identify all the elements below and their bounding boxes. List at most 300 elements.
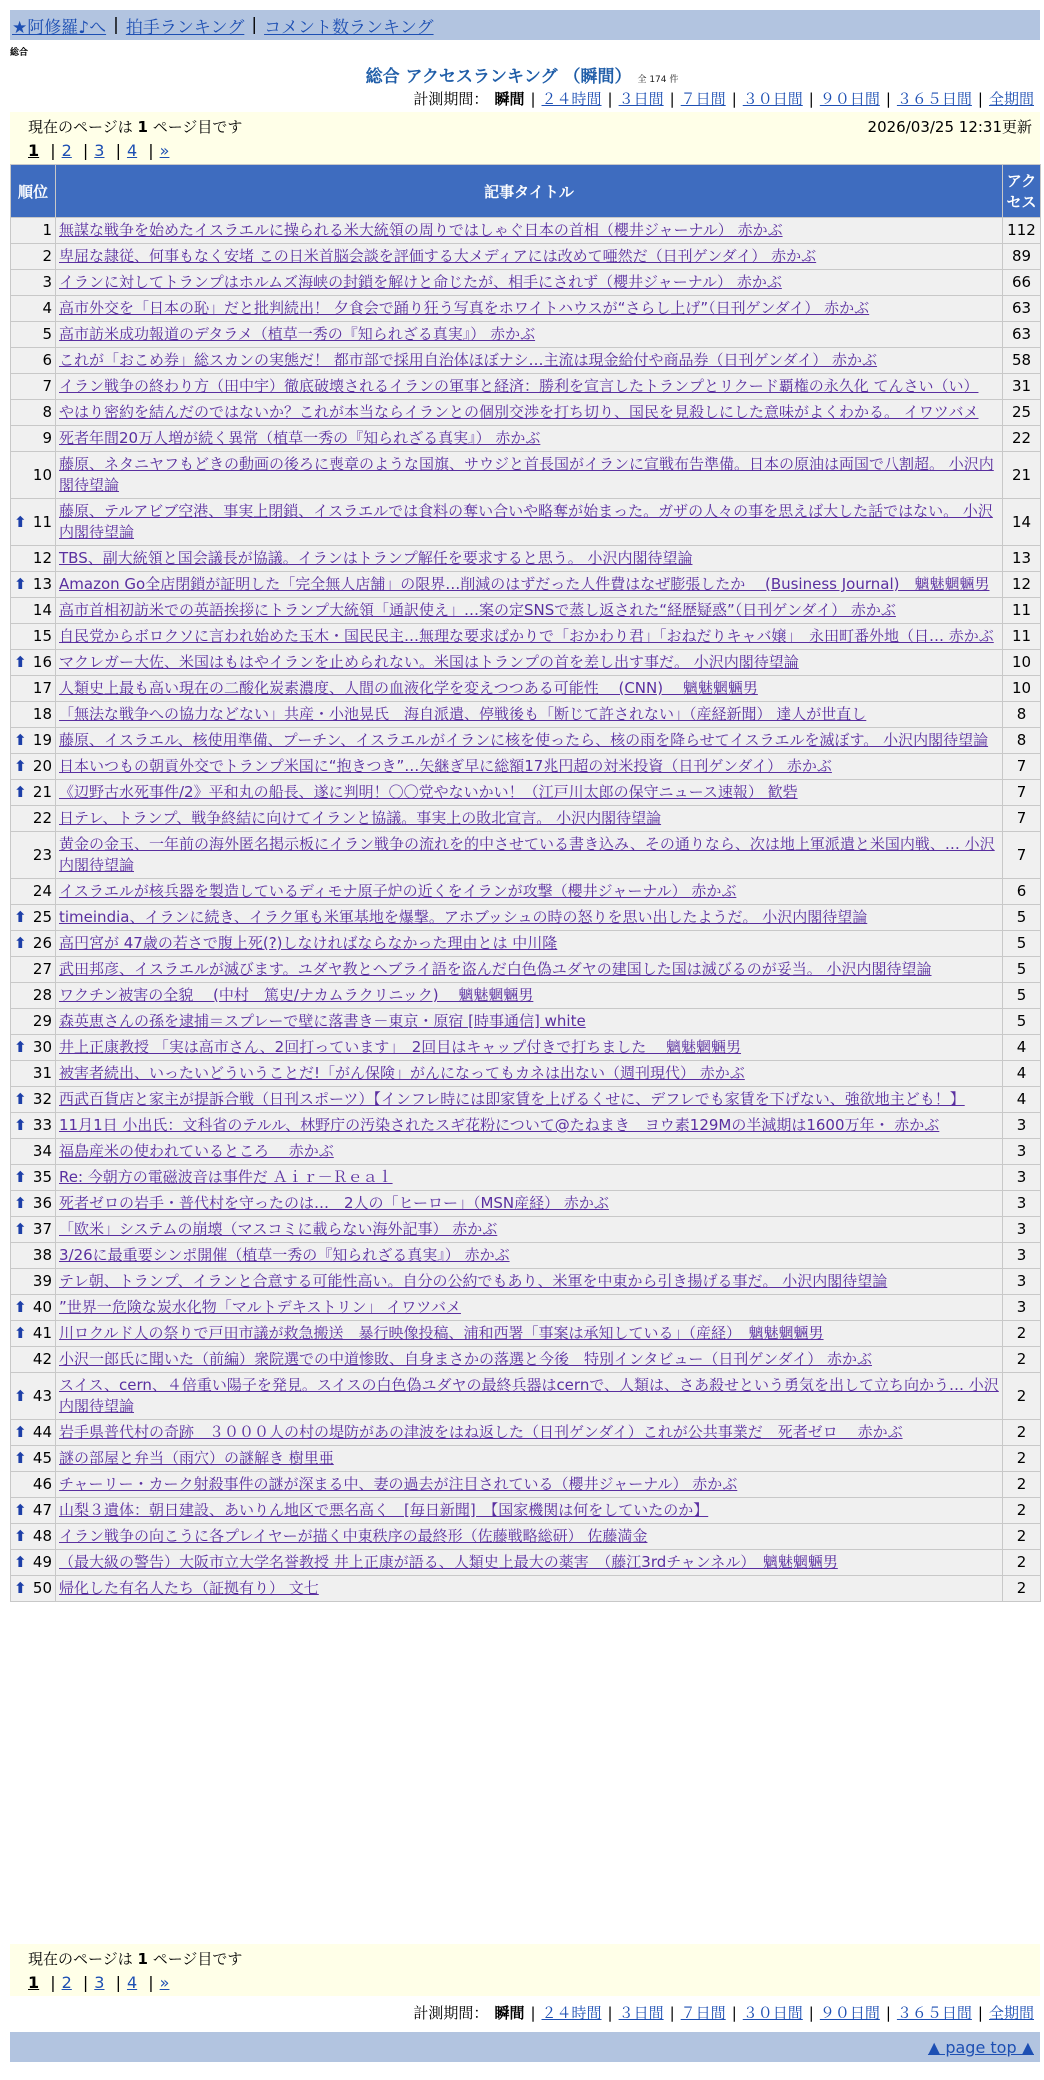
access-count: 11 bbox=[1003, 598, 1041, 624]
up-arrow-icon: ⬆ bbox=[14, 783, 27, 801]
table-row bbox=[11, 400, 1041, 426]
title-cell bbox=[56, 1243, 1003, 1269]
up-arrow-icon: ⬆ bbox=[14, 512, 27, 531]
rank-cell bbox=[11, 957, 56, 983]
table-row bbox=[11, 1165, 1041, 1191]
article-link[interactable]: スイス、cern、４倍重い陽子を発見。スイスの白色偽ユダヤの最終兵器はcernで、人類は、さあ殺せという勇気を出して立ち向かう… 小沢内閣待望論 bbox=[59, 1376, 999, 1415]
rank-cell bbox=[11, 1191, 56, 1217]
rank-cell bbox=[11, 983, 56, 1009]
article-link[interactable]: 川ロクルド人の祭りで戸田市議が救急搬送 暴行映像投稿、浦和西署「事案は承知している」（産経） 魑魅魍魎男 bbox=[59, 1324, 824, 1342]
article-link[interactable]: 卑屈な隷従、何事もなく安堵 この日米首脳会談を評価する大メディアには改めて唖然だ（日刊ゲンダイ） 赤かぶ bbox=[59, 247, 817, 265]
table-row bbox=[11, 624, 1041, 650]
access-count: 7 bbox=[1003, 754, 1041, 780]
title-cell bbox=[56, 296, 1003, 322]
rank-number: 35 bbox=[32, 1168, 52, 1186]
table-row bbox=[11, 598, 1041, 624]
rank-number: 23 bbox=[32, 845, 52, 864]
article-link[interactable]: これが「おこめ券」総スカンの実態だ！ 都市部で採用自治体ほぼナシ…主流は現金給付や商品券（日刊ゲンダイ） 赤かぶ bbox=[59, 351, 878, 369]
article-link[interactable]: テレ朝、トランプ、イランと合意する可能性高い。自分の公約でもあり、米軍を中東から引き揚げる事だ。 小沢内閣待望論 bbox=[59, 1272, 888, 1290]
period-365d-link[interactable]: ３６５日間 bbox=[896, 2004, 972, 2022]
access-count: 10 bbox=[1003, 676, 1041, 702]
rank-cell bbox=[11, 1420, 56, 1446]
rank-number: 24 bbox=[32, 882, 52, 900]
article-link[interactable]: TBS、副大統領と国会議長が協議。イランはトランプ解任を要求すると思う。 小沢内閣待望論 bbox=[59, 549, 693, 567]
access-count: 58 bbox=[1003, 348, 1041, 374]
rank-number: 34 bbox=[32, 1142, 52, 1160]
rank-number: 41 bbox=[32, 1324, 52, 1342]
total-count: 全 174 件 bbox=[637, 75, 679, 85]
rank-number: 37 bbox=[32, 1220, 52, 1238]
access-count: 8 bbox=[1003, 728, 1041, 754]
rank-cell bbox=[11, 546, 56, 572]
article-link[interactable]: 黄金の金玉、一年前の海外匿名掲示板にイラン戦争の流れを的中させている書き込み、その通りなら、次は地上軍派遣と米国内戦、… 小沢内閣待望論 bbox=[59, 835, 995, 874]
access-count: 14 bbox=[1003, 499, 1041, 546]
up-arrow-icon: ⬆ bbox=[14, 1501, 27, 1519]
period-90d-link[interactable]: ９０日間 bbox=[819, 2004, 880, 2022]
rank-number: 25 bbox=[32, 908, 52, 926]
table-row bbox=[11, 270, 1041, 296]
rank-cell bbox=[11, 702, 56, 728]
table-row bbox=[11, 348, 1041, 374]
pagination-top bbox=[10, 112, 1040, 164]
title-cell bbox=[56, 572, 1003, 598]
access-count: 89 bbox=[1003, 244, 1041, 270]
current-page-text: 現在のページは 1 ページ目です bbox=[28, 1950, 243, 1968]
rank-cell bbox=[11, 1550, 56, 1576]
rank-cell bbox=[11, 1009, 56, 1035]
title-cell bbox=[56, 1347, 1003, 1373]
article-link[interactable]: 高市外交を「日本の恥」だと批判続出！ 夕食会で踊り狂う写真をホワイトハウスが“さらし上げ”（日刊ゲンダイ） 赤かぶ bbox=[59, 299, 870, 317]
page-current: 1 bbox=[28, 1973, 40, 1992]
title-cell bbox=[56, 1420, 1003, 1446]
rank-cell bbox=[11, 1446, 56, 1472]
rank-cell bbox=[11, 879, 56, 905]
table-row bbox=[11, 1035, 1041, 1061]
access-count: 10 bbox=[1003, 650, 1041, 676]
article-link[interactable]: 11月1日 小出氏：文科省のテルル、林野庁の汚染されたスギ花粉について@たねまき ヨウ素129Mの半減期は1600万年・ 赤かぶ bbox=[59, 1116, 940, 1134]
article-link[interactable]: ワクチン被害の全貌 (中村 篤史/ナカムラクリニック) 魑魅魍魎男 bbox=[59, 986, 534, 1004]
rank-number: 29 bbox=[32, 1012, 52, 1030]
period-3d-link[interactable]: ３日間 bbox=[618, 90, 664, 108]
table-row bbox=[11, 218, 1041, 244]
rank-number: 16 bbox=[32, 653, 52, 671]
title-cell bbox=[56, 1550, 1003, 1576]
rank-number: 26 bbox=[32, 934, 52, 952]
table-row bbox=[11, 1139, 1041, 1165]
rank-number: 18 bbox=[32, 705, 52, 723]
up-arrow-icon: ⬆ bbox=[14, 1553, 27, 1571]
article-link[interactable]: 高市訪米成功報道のデタラメ（植草一秀の『知られざる真実』） 赤かぶ bbox=[59, 325, 536, 343]
title-cell bbox=[56, 931, 1003, 957]
table-row bbox=[11, 1347, 1041, 1373]
rank-cell bbox=[11, 754, 56, 780]
access-count: 4 bbox=[1003, 1061, 1041, 1087]
table-row bbox=[11, 879, 1041, 905]
table-row bbox=[11, 546, 1041, 572]
rank-number: 36 bbox=[32, 1194, 52, 1212]
article-link[interactable]: 山梨３遺体：朝日建設、あいりん地区で悪名高く [毎日新聞] 【国家機関は何をしていたのか】 bbox=[59, 1501, 709, 1519]
table-row bbox=[11, 1550, 1041, 1576]
access-count: 3 bbox=[1003, 1269, 1041, 1295]
up-arrow-icon: ⬆ bbox=[14, 1527, 27, 1545]
title-cell bbox=[56, 1295, 1003, 1321]
rank-cell bbox=[11, 348, 56, 374]
article-link[interactable]: 藤原、ネタニヤフもどきの動画の後ろに喪章のような国旗、サウジと首長国がイランに宣戦布告準備。日本の原油は両国で八割超。 小沢内閣待望論 bbox=[59, 455, 994, 494]
rank-number: 9 bbox=[42, 429, 52, 447]
access-count: 5 bbox=[1003, 983, 1041, 1009]
up-arrow-icon: ⬆ bbox=[14, 1579, 27, 1597]
article-link[interactable]: （最大級の警告）大阪市立大学名誉教授 井上正康が語る、人類史上最大の薬害 （藤江3rdチャンネル） 魑魅魍魎男 bbox=[59, 1553, 838, 1571]
access-count: 2 bbox=[1003, 1347, 1041, 1373]
period-3d-link[interactable]: ３日間 bbox=[618, 2004, 664, 2022]
up-arrow-icon: ⬆ bbox=[14, 934, 27, 952]
title-cell bbox=[56, 348, 1003, 374]
rank-cell bbox=[11, 1472, 56, 1498]
page-nav: 1 | 2 | 3 | 4 | » bbox=[28, 141, 170, 160]
table-row bbox=[11, 1087, 1041, 1113]
rank-cell bbox=[11, 452, 56, 499]
article-link[interactable]: チャーリー・カーク射殺事件の謎が深まる中、妻の過去が注目されている（櫻井ジャーナル） 赤かぶ bbox=[59, 1475, 738, 1493]
article-link[interactable]: イスラエルが核兵器を製造しているディモナ原子炉の近くをイランが攻撃（櫻井ジャーナル） 赤かぶ bbox=[59, 882, 737, 900]
period-current: 瞬間 bbox=[494, 2004, 525, 2022]
title-cell bbox=[56, 879, 1003, 905]
title-cell bbox=[56, 1087, 1003, 1113]
rank-cell bbox=[11, 676, 56, 702]
article-link[interactable]: 森英恵さんの孫を逮捕＝スプレーで壁に落書き－東京・原宿 [時事通信] white bbox=[59, 1012, 586, 1030]
table-row bbox=[11, 322, 1041, 348]
rank-number: 21 bbox=[32, 783, 52, 801]
access-count: 3 bbox=[1003, 1191, 1041, 1217]
rank-number: 42 bbox=[32, 1350, 52, 1368]
page-4-link[interactable]: 4 bbox=[126, 1973, 138, 1992]
title-cell bbox=[56, 1446, 1003, 1472]
up-arrow-icon: ⬆ bbox=[14, 731, 27, 749]
article-link[interactable]: 帰化した有名人たち（証拠有り） 文七 bbox=[59, 1579, 319, 1597]
separator: | bbox=[113, 15, 119, 35]
title-cell bbox=[56, 270, 1003, 296]
title-cell bbox=[56, 1113, 1003, 1139]
top-nav-bar bbox=[10, 10, 1040, 40]
title-cell bbox=[56, 452, 1003, 499]
rank-number: 8 bbox=[42, 403, 52, 421]
rank-number: 3 bbox=[42, 273, 52, 291]
title-cell bbox=[56, 1009, 1003, 1035]
table-row bbox=[11, 499, 1041, 546]
title-cell bbox=[56, 1373, 1003, 1420]
title-cell bbox=[56, 676, 1003, 702]
up-arrow-icon: ⬆ bbox=[14, 1449, 27, 1467]
rank-cell bbox=[11, 1243, 56, 1269]
period-selector: 計測期間： 瞬間 | ２４時間 | ３日間 | ７日間 | ３０日間 | ９０日間 | ３６５日間 | 全期間 bbox=[413, 89, 1034, 108]
title-cell bbox=[56, 832, 1003, 879]
title-cell bbox=[56, 1576, 1003, 1602]
title-cell bbox=[56, 400, 1003, 426]
rank-cell bbox=[11, 1087, 56, 1113]
access-count: 2 bbox=[1003, 1498, 1041, 1524]
access-count: 3 bbox=[1003, 1165, 1041, 1191]
page-title bbox=[0, 62, 1044, 87]
article-link[interactable]: 「無法な戦争への協力などない」共産・小池晃氏 海自派遣、停戦後も「断じて許されない」（産経新聞） 達人が世直し bbox=[59, 705, 867, 723]
rank-number: 2 bbox=[42, 247, 52, 265]
footer-bar bbox=[10, 2032, 1040, 2062]
rank-number: 12 bbox=[32, 549, 52, 567]
access-count: 63 bbox=[1003, 296, 1041, 322]
page-top-link[interactable]: ▲ page top ▲ bbox=[927, 2038, 1034, 2057]
page-2-link[interactable]: 2 bbox=[61, 141, 72, 160]
rank-cell bbox=[11, 1321, 56, 1347]
title-cell bbox=[56, 1524, 1003, 1550]
article-link[interactable]: 井上正康教授 「実は高市さん、2回打っています」 2回目はキャップ付きで打ちました 魑魅魍魎男 bbox=[59, 1038, 742, 1056]
rank-cell bbox=[11, 1061, 56, 1087]
table-row bbox=[11, 832, 1041, 879]
access-column-header: アクセス bbox=[1003, 165, 1041, 218]
access-count: 7 bbox=[1003, 780, 1041, 806]
rank-cell bbox=[11, 400, 56, 426]
rank-cell bbox=[11, 931, 56, 957]
rank-cell bbox=[11, 1295, 56, 1321]
article-link[interactable]: 人類史上最も高い現在の二酸化炭素濃度、人間の血液化学を変えつつある可能性 (CNN) 魑魅魍魎男 bbox=[59, 679, 758, 697]
access-count: 7 bbox=[1003, 806, 1041, 832]
comment-ranking-link[interactable]: コメント数ランキング bbox=[264, 17, 434, 38]
access-count: 4 bbox=[1003, 1087, 1041, 1113]
access-count: 3 bbox=[1003, 1139, 1041, 1165]
table-row bbox=[11, 676, 1041, 702]
rank-cell bbox=[11, 1498, 56, 1524]
title-cell bbox=[56, 244, 1003, 270]
ranking-rows bbox=[11, 218, 1041, 1602]
table-row bbox=[11, 1295, 1041, 1321]
access-count: 8 bbox=[1003, 702, 1041, 728]
access-count: 6 bbox=[1003, 879, 1041, 905]
rank-cell bbox=[11, 1524, 56, 1550]
rank-number: 13 bbox=[32, 575, 52, 593]
access-count: 66 bbox=[1003, 270, 1041, 296]
rank-number: 4 bbox=[42, 299, 52, 317]
rank-number: 32 bbox=[32, 1090, 52, 1108]
table-row bbox=[11, 1576, 1041, 1602]
title-cell bbox=[56, 702, 1003, 728]
title-cell bbox=[56, 1217, 1003, 1243]
rank-cell bbox=[11, 905, 56, 931]
title-cell bbox=[56, 1165, 1003, 1191]
rank-cell bbox=[11, 572, 56, 598]
title-cell bbox=[56, 218, 1003, 244]
access-count: 12 bbox=[1003, 572, 1041, 598]
article-link[interactable]: 西武百貨店と家主が提訴合戦（日刊スポーツ）【インフレ時には即家賃を上げるくせに、デフレでも家賃を下げない、強欲地主ども！】 bbox=[59, 1090, 965, 1108]
table-row bbox=[11, 957, 1041, 983]
rank-cell bbox=[11, 499, 56, 546]
article-link[interactable]: 高円宮が 47歳の若さで腹上死(?)しなければならなかった理由とは 中川隆 bbox=[59, 934, 558, 952]
table-row bbox=[11, 572, 1041, 598]
rank-cell bbox=[11, 780, 56, 806]
table-row bbox=[11, 983, 1041, 1009]
article-link[interactable]: 日本いつもの朝貢外交でトランプ米国に“抱きつき”…矢継ぎ早に総額17兆円超の対米投資（日刊ゲンダイ） 赤かぶ bbox=[59, 757, 832, 775]
table-row bbox=[11, 1191, 1041, 1217]
rank-number: 47 bbox=[32, 1501, 52, 1519]
ranking-table bbox=[10, 164, 1041, 1602]
article-link[interactable]: 日テレ、トランプ、戦争終結に向けてイランと協議。事実上の敗北宣言。 小沢内閣待望論 bbox=[59, 809, 662, 827]
rank-number: 6 bbox=[42, 351, 52, 369]
ranking-title: 総合 アクセスランキング （瞬間） bbox=[365, 67, 632, 87]
article-link[interactable]: 岩手県普代村の奇跡 ３０００人の村の堤防があの津波をはね返した（日刊ゲンダイ）これが公共事業だ 死者ゼロ 赤かぶ bbox=[59, 1423, 903, 1441]
access-count: 2 bbox=[1003, 1446, 1041, 1472]
article-link[interactable]: マクレガー大佐、米国はもはやイランを止められない。米国はトランプの首を差し出す事だ。 小沢内閣待望論 bbox=[59, 653, 799, 671]
period-90d-link[interactable]: ９０日間 bbox=[819, 90, 880, 108]
table-row bbox=[11, 780, 1041, 806]
page-4-link[interactable]: 4 bbox=[126, 141, 138, 160]
article-link[interactable]: 藤原、テルアビブ空港、事実上閉鎖、イスラエルでは食料の奪い合いや略奪が始まった。ガザの人々の事を思えば大した話ではない。 小沢内閣待望論 bbox=[59, 502, 993, 541]
title-cell bbox=[56, 374, 1003, 400]
table-row bbox=[11, 1061, 1041, 1087]
access-count: 5 bbox=[1003, 905, 1041, 931]
rank-cell bbox=[11, 1373, 56, 1420]
title-cell bbox=[56, 957, 1003, 983]
access-count: 5 bbox=[1003, 957, 1041, 983]
rank-number: 10 bbox=[32, 465, 52, 484]
rank-cell bbox=[11, 1347, 56, 1373]
page-current: 1 bbox=[28, 141, 40, 160]
rank-number: 33 bbox=[32, 1116, 52, 1134]
article-link[interactable]: 小沢一郎氏に聞いた（前編）衆院選での中道惨敗、自身まさかの落選と今後 特別インタビュー（日刊ゲンダイ） 赤かぶ bbox=[59, 1350, 872, 1368]
access-count: 3 bbox=[1003, 1217, 1041, 1243]
title-cell bbox=[56, 728, 1003, 754]
rank-number: 7 bbox=[42, 377, 52, 395]
access-count: 2 bbox=[1003, 1420, 1041, 1446]
access-count: 2 bbox=[1003, 1472, 1041, 1498]
article-link[interactable]: 福島産米の使われているところ 赤かぶ bbox=[59, 1142, 334, 1160]
access-count: 22 bbox=[1003, 426, 1041, 452]
period-all-link[interactable]: 全期間 bbox=[988, 90, 1034, 108]
article-link[interactable]: イラン戦争の向こうに各プレイヤーが描く中東秩序の最終形（佐藤戦略総研） 佐藤満金 bbox=[59, 1527, 648, 1545]
rank-cell bbox=[11, 1269, 56, 1295]
title-cell bbox=[56, 624, 1003, 650]
rank-number: 17 bbox=[32, 679, 52, 697]
article-link[interactable]: 「欧米」システムの崩壊（マスコミに載らない海外記事） 赤かぶ bbox=[59, 1220, 498, 1238]
article-link[interactable]: やはり密約を結んだのではないか？これが本当ならイランとの個別交渉を打ち切り、国民を見殺しにした意味がよくわかる。 イワツバメ bbox=[59, 403, 979, 421]
access-count: 3 bbox=[1003, 1113, 1041, 1139]
rank-cell bbox=[11, 624, 56, 650]
period-7d-link[interactable]: ７日間 bbox=[680, 90, 726, 108]
up-arrow-icon: ⬆ bbox=[14, 1386, 27, 1405]
updated-timestamp: 2026/03/25 12:31更新 bbox=[867, 118, 1032, 136]
period-24h-link[interactable]: ２４時間 bbox=[541, 2004, 602, 2022]
article-link[interactable]: 藤原、イスラエル、核使用準備、プーチン、イスラエルがイランに核を使ったら、核の雨を降らせてイスラエルを滅ぼす。 小沢内閣待望論 bbox=[59, 731, 989, 749]
access-count: 4 bbox=[1003, 1035, 1041, 1061]
title-cell bbox=[56, 1321, 1003, 1347]
title-column-header: 記事タイトル bbox=[56, 165, 1003, 218]
title-cell bbox=[56, 598, 1003, 624]
rank-number: 1 bbox=[42, 221, 52, 239]
period-30d-link[interactable]: ３０日間 bbox=[742, 90, 803, 108]
title-cell bbox=[56, 499, 1003, 546]
article-link[interactable]: Amazon Go全店閉鎖が証明した「完全無人店舗」の限界…削減のはずだった人件費はなぜ膨張したか (Business Journal) 魑魅魍魎男 bbox=[59, 575, 990, 593]
table-header bbox=[11, 165, 1041, 218]
rank-number: 20 bbox=[32, 757, 52, 775]
next-page-link[interactable]: » bbox=[159, 141, 170, 160]
period-24h-link[interactable]: ２４時間 bbox=[541, 90, 602, 108]
article-link[interactable]: 武田邦彦、イスラエルが滅びます。ユダヤ教とヘブライ語を盗んだ白色偽ユダヤの建国した国は滅びるのが妥当。 小沢内閣待望論 bbox=[59, 960, 932, 978]
period-7d-link[interactable]: ７日間 bbox=[680, 2004, 726, 2022]
rank-number: 31 bbox=[32, 1064, 52, 1082]
clap-ranking-link[interactable]: 拍手ランキング bbox=[125, 17, 245, 38]
access-count: 2 bbox=[1003, 1550, 1041, 1576]
article-link[interactable]: 高市首相初訪米での英語挨拶にトランプ大統領「通訳使え」…案の定SNSで蒸し返された“経歴疑惑”（日刊ゲンダイ） 赤かぶ bbox=[59, 601, 896, 619]
article-link[interactable]: 被害者続出、いったいどういうことだ!「がん保険」がんになってもカネは出ない（週刊現代） 赤かぶ bbox=[59, 1064, 745, 1082]
page-2-link[interactable]: 2 bbox=[61, 1973, 72, 1992]
rank-cell bbox=[11, 218, 56, 244]
article-link[interactable]: 自民党からボロクソに言われ始めた玉木・国民民主…無理な要求ばかりで「おかわり君」「おねだりキャバ嬢」 永田町番外地（日… 赤かぶ bbox=[59, 627, 994, 645]
period-365d-link[interactable]: ３６５日間 bbox=[896, 90, 972, 108]
period-30d-link[interactable]: ３０日間 bbox=[742, 2004, 803, 2022]
article-link[interactable]: 3/26に最重要シンポ開催（植草一秀の『知られざる真実』） 赤かぶ bbox=[59, 1246, 510, 1264]
title-cell bbox=[56, 1061, 1003, 1087]
rank-cell bbox=[11, 270, 56, 296]
article-link[interactable]: 死者ゼロの岩手・普代村を守ったのは… 2人の「ヒーロー」（MSN産経） 赤かぶ bbox=[59, 1194, 609, 1212]
up-arrow-icon: ⬆ bbox=[14, 1423, 27, 1441]
access-count: 3 bbox=[1003, 1295, 1041, 1321]
title-cell bbox=[56, 1191, 1003, 1217]
table-row bbox=[11, 1113, 1041, 1139]
access-count: 63 bbox=[1003, 322, 1041, 348]
up-arrow-icon: ⬆ bbox=[14, 1324, 27, 1342]
table-row bbox=[11, 244, 1041, 270]
article-link[interactable]: Re: 今朝方の電磁波音は事件だ Ａｉｒ－Ｒｅａｌ bbox=[59, 1168, 393, 1186]
table-row bbox=[11, 1524, 1041, 1550]
current-page-text: 現在のページは 1 ページ目です bbox=[28, 118, 243, 136]
title-cell bbox=[56, 1269, 1003, 1295]
title-cell bbox=[56, 905, 1003, 931]
rank-cell bbox=[11, 1035, 56, 1061]
access-count: 7 bbox=[1003, 832, 1041, 879]
access-count: 2 bbox=[1003, 1576, 1041, 1602]
access-count: 11 bbox=[1003, 624, 1041, 650]
rank-number: 11 bbox=[32, 512, 52, 531]
table-row bbox=[11, 931, 1041, 957]
rank-number: 30 bbox=[32, 1038, 52, 1056]
rank-cell bbox=[11, 1217, 56, 1243]
article-link[interactable]: イラン戦争の終わり方（田中宇）徹底破壊されるイランの軍事と経済：勝利を宣言したトランプとリクード覇権の永久化 てんさい（い） bbox=[59, 377, 979, 395]
article-link[interactable]: 死者年間20万人増が続く異常（植草一秀の『知られざる真実』） 赤かぶ bbox=[59, 429, 541, 447]
page-3-link[interactable]: 3 bbox=[94, 1973, 105, 1992]
article-link[interactable]: ”世界一危険な炭水化物「マルトデキストリン」 イワツバメ bbox=[59, 1298, 461, 1316]
next-page-link[interactable]: » bbox=[159, 1973, 170, 1992]
article-link[interactable]: イランに対してトランプはホルムズ海峡の封鎖を解けと命じたが、相手にされず（櫻井ジャーナル） 赤かぶ bbox=[59, 273, 782, 291]
rank-cell bbox=[11, 728, 56, 754]
period-label: 計測期間： bbox=[413, 90, 489, 108]
table-row bbox=[11, 1243, 1041, 1269]
up-arrow-icon: ⬆ bbox=[14, 653, 27, 671]
table-row bbox=[11, 728, 1041, 754]
title-cell bbox=[56, 983, 1003, 1009]
article-link[interactable]: timeindia、イランに続き、イラク軍も米軍基地を爆撃。アホブッシュの時の怒りを思い出したようだ。 小沢内閣待望論 bbox=[59, 908, 868, 926]
article-link[interactable]: 謎の部屋と弁当（雨穴）の謎解き 樹里亜 bbox=[59, 1449, 334, 1467]
title-cell bbox=[56, 806, 1003, 832]
table-row bbox=[11, 374, 1041, 400]
period-all-link[interactable]: 全期間 bbox=[988, 2004, 1034, 2022]
rank-number: 48 bbox=[32, 1527, 52, 1545]
home-link[interactable]: ★阿修羅♪へ bbox=[12, 17, 107, 38]
rank-cell bbox=[11, 374, 56, 400]
table-row bbox=[11, 1269, 1041, 1295]
page-3-link[interactable]: 3 bbox=[94, 141, 105, 160]
article-link[interactable]: 《辺野古水死事件/2》平和丸の船長、遂に判明！〇〇党やないかい！（江戸川太郎の保守ニュース速報） 歓砦 bbox=[59, 783, 798, 801]
rank-number: 49 bbox=[32, 1553, 52, 1571]
rank-column-header: 順位 bbox=[11, 165, 56, 218]
rank-number: 43 bbox=[32, 1386, 52, 1405]
access-count: 13 bbox=[1003, 546, 1041, 572]
table-row bbox=[11, 1472, 1041, 1498]
article-link[interactable]: 無謀な戦争を始めたイスラエルに操られる米大統領の周りではしゃぐ日本の首相（櫻井ジャーナル） 赤かぶ bbox=[59, 221, 783, 239]
